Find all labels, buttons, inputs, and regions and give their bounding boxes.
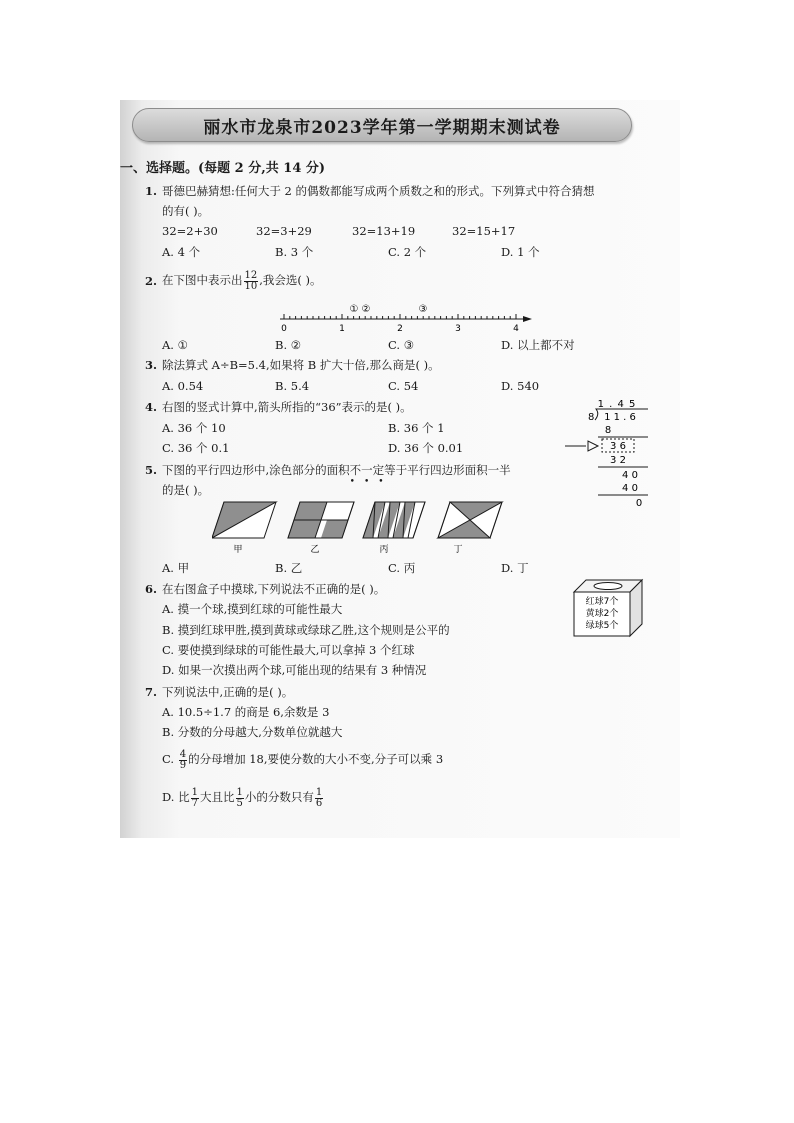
division-dividend: 1 1 . 6 [604,412,636,423]
q7-option-c-fraction [179,750,187,771]
q5-option-a[interactable]: A. 甲 [162,561,190,575]
division-quotient: 1 . 4 5 [597,399,637,410]
fraction [315,788,323,809]
q4-option-b[interactable]: B. 36 个 1 [388,421,445,435]
q1-equation: 32=3+29 [256,224,312,238]
axis-label: 4 [513,324,519,334]
division-row: 3 2 [610,455,626,466]
parallelogram-figures [212,498,512,558]
q2-option-d[interactable]: D. 以上都不对 [501,338,575,352]
page-title: 丽水市龙泉市2023学年第一学期期末测试卷 [203,117,561,138]
figure-yi [288,502,354,538]
box-hole [594,583,622,590]
q5-stem-b: 等于平行四边形面积一半 [384,463,511,477]
q2-frac-denominator: 10 [244,280,258,292]
q3-option-c[interactable]: C. 54 [388,379,419,393]
title-banner [132,108,632,142]
q2-stem-b: ,我会选( )。 [259,273,322,287]
q2-stem [162,268,322,292]
division-row: 0 [635,498,643,509]
q5-stem-line1 [162,463,511,487]
figure-label: 甲 [233,545,243,555]
q5-option-b[interactable]: B. 乙 [275,561,303,575]
q4-option-a[interactable]: A. 36 个 10 [162,421,226,435]
fraction-numerator: 1 [236,786,243,798]
q3-stem: 除法算式 A÷B=5.4,如果将 B 扩大十倍,那么商是( )。 [162,358,440,372]
q4-option-c[interactable]: C. 36 个 0.1 [162,441,230,455]
fraction-numerator: 1 [191,786,198,798]
number-line-ticks [284,314,516,319]
figure-label: 丙 [379,545,389,555]
q2-option-a[interactable]: A. ① [162,338,188,352]
marker-2: ② [361,304,371,315]
emphasis-dots: ••• [349,477,393,487]
q6-option-a[interactable]: A. 摸一个球,摸到红球的可能性最大 [162,602,343,616]
q5-stem-a: 下图的平行四边形中,涂色部分的面积 [162,463,350,477]
fraction-numerator: 4 [179,748,187,760]
division-row: 4 0 [622,470,638,481]
marker-1: ① [349,304,359,315]
q7-option-c-text: 的分母增加 18,要使分数的大小不变,分子可以乘 3 [188,752,444,766]
fraction [236,788,244,809]
figure-label: 乙 [310,545,320,555]
q6-option-b[interactable]: B. 摸到红球甲胜,摸到黄球或绿球乙胜,这个规则是公平的 [162,623,450,637]
q2-option-c[interactable]: C. ③ [388,338,415,352]
q1-stem-line1: 哥德巴赫猜想:任何大于 2 的偶数都能写成两个质数之和的形式。下列算式中符合猜想 [162,184,595,198]
fraction-denominator: 9 [179,759,187,771]
division-row: 8 [604,425,612,436]
axis-label: 1 [339,324,345,334]
q6-option-d[interactable]: D. 如果一次摸出两个球,可能出现的结果有 3 种情况 [162,663,427,677]
number-line-arrow [523,316,532,322]
q1-equation: 32=13+19 [352,224,416,238]
q1-equation: 32=15+17 [452,224,516,238]
q2-stem-a: 在下图中表示出 [162,273,243,287]
division-row: 4 0 [622,483,638,494]
axis-label: 0 [281,324,287,334]
q1-option-d[interactable]: D. 1 个 [501,245,540,259]
q5-option-c[interactable]: C. 丙 [388,561,416,575]
q6-stem: 在右图盒子中摸球,下列说法不正确的是( )。 [162,582,386,596]
q6-option-c[interactable]: C. 要使摸到绿球的可能性最大,可以拿掉 3 个红球 [162,643,415,657]
section-heading: 一、选择题。(每题 2 分,共 14 分) [120,161,326,176]
q3-option-a[interactable]: A. 0.54 [162,379,204,393]
ball-box [570,578,646,638]
number-line [270,300,535,334]
q2-option-b[interactable]: B. ② [275,338,302,352]
q5-stem-line2: 的是( )。 [162,483,210,497]
q7-option-a[interactable]: A. 10.5÷1.7 的商是 6,余数是 3 [162,705,330,719]
q5-option-d[interactable]: D. 丁 [501,561,529,575]
q7-number: 7. [145,685,158,699]
fraction-denominator: 6 [315,797,323,809]
q1-option-c[interactable]: C. 2 个 [388,245,427,259]
q7-option-d-text: 大且比 [200,790,235,804]
marker-3: ③ [418,304,428,315]
q7-option-c[interactable] [162,747,443,771]
q1-stem-line2: 的有( )。 [162,204,210,218]
axis-label: 2 [397,324,403,334]
box-label: 红球7个 [585,597,619,607]
q5-stem-emphasis: 不一定 ••• [349,463,393,487]
box-label: 绿球5个 [585,621,619,631]
q7-option-d-text: 小的分数只有 [244,790,314,804]
q4-option-d[interactable]: D. 36 个 0.01 [388,441,464,455]
division-divisor: 8 [588,412,595,423]
q7-option-d[interactable] [162,785,324,809]
q3-option-d[interactable]: D. 540 [501,379,540,393]
q3-option-b[interactable]: B. 5.4 [275,379,310,393]
axis-label: 3 [455,324,461,334]
q1-equation: 32=2+30 [162,224,218,238]
fraction [191,788,199,809]
q4-stem: 右图的竖式计算中,箭头所指的“36”表示的是( )。 [162,400,412,414]
q7-option-d-label: D. 比 [162,790,190,804]
q4-number: 4. [145,400,158,414]
long-division [562,398,658,510]
fraction-denominator: 5 [236,797,243,809]
arrow-head [588,441,598,451]
figure-ding [438,502,502,538]
q2-number: 2. [145,274,158,288]
q3-number: 3. [145,358,158,372]
figure-bing [363,502,425,538]
q7-option-c-label: C. [162,752,175,766]
q1-option-a[interactable]: A. 4 个 [162,245,201,259]
q1-option-b[interactable]: B. 3 个 [275,245,314,259]
fraction-numerator: 1 [315,786,323,798]
q6-number: 6. [145,582,158,596]
fraction-denominator: 7 [191,797,198,809]
q7-stem: 下列说法中,正确的是( )。 [162,685,294,699]
q1-number: 1. [145,184,158,198]
figure-jia [212,502,276,538]
figure-label: 丁 [453,545,463,555]
q2-fraction [244,271,259,292]
q5-number: 5. [145,463,158,477]
division-row: 3 6 [610,441,626,452]
q7-option-b[interactable]: B. 分数的分母越大,分数单位就越大 [162,725,343,739]
q2-frac-numerator: 12 [244,269,258,281]
box-label: 黄球2个 [585,609,619,619]
